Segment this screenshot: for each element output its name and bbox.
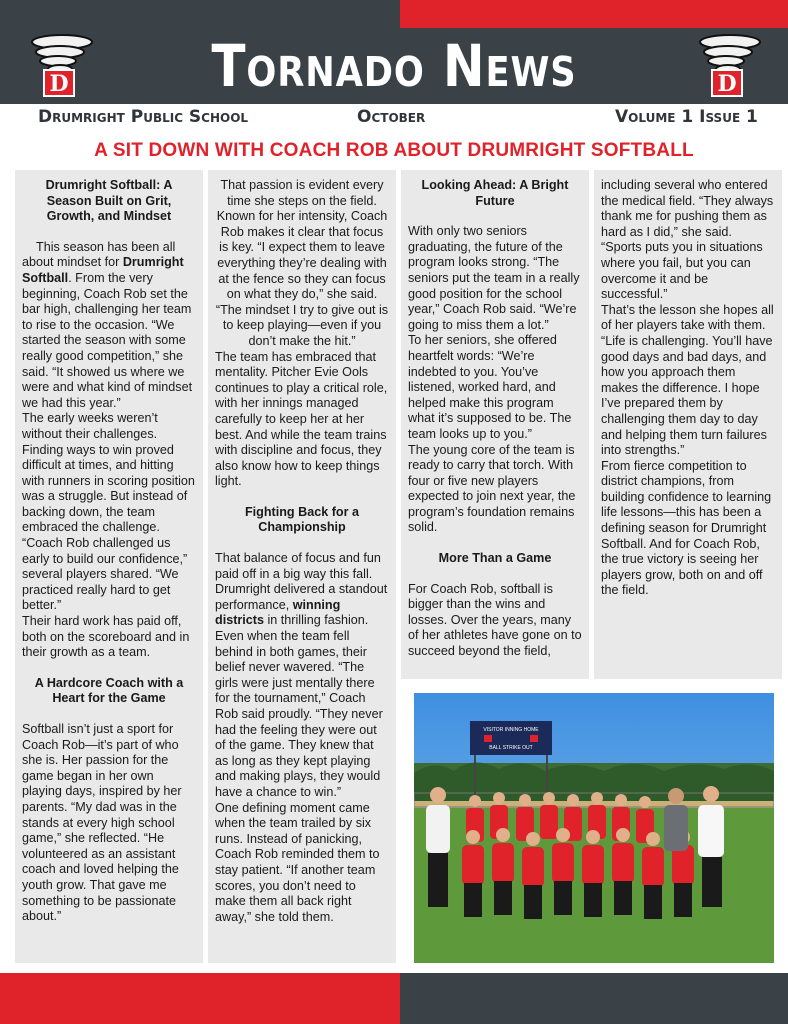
paragraph: The team has embraced that mentality. Pitcher Evie Ools continues to play a critical role, with her innings managed carefully to keep her at her best. And while the team trains with discipline and focus, they also know how to keep things light. [215,349,388,489]
text-run: . From the very beginning, Coach Rob set the bar high, challenging her team to rise to the occasion. “We started the season with some really good competition,” she said. “It showed us where we were and what kind of mindset we had this year.” [22,270,193,410]
paragraph: From fierce competition to district champions, from building confidence to learning life lessons—this has been a defining season for Drumright Softball. And for Coach Rob, the true victory is seeing her players grow, both on and off the field. [601,458,772,598]
article-column-2 [208,170,396,963]
school-name: Drumright Public School [38,107,249,127]
text-run: This season has been all about mindset for [22,239,176,270]
paragraph: Softball isn’t just a sport for Coach Rob—it’s part of who she is. Her passion for the game began in her own playing days, inspired by her parents. “My dad was in the stands at every high school game,” she reflected. “He volunteered as an assistant coach and loved helping the youth grow. That gave me something to be passionate about.” [22,722,182,924]
bottom-bar-dark [400,973,788,1024]
paragraph: With only two seniors graduating, the future of the program looks strong. “The seniors put the team in a really good position for the school year,” Coach Rob said. “We’re going to miss them a lot.” [408,224,580,332]
paragraph: The early weeks weren’t without their challenges. Finding ways to win proved difficult at times, and hitting with runners in scoring position was a struggle. But instead of backing down, the team embraced the challenge. “Coach Rob challenged us early to build our confidence,” several players shared. “We practiced really hard to get better.” [22,411,195,613]
paragraph: One defining moment came when the team trailed by six runs. Instead of panicking, Coach Rob reminded them to stay patient. “If another team scores, you don’t need to make them all back right away,” she told them. [215,800,380,924]
article-column-1 [15,170,203,963]
article-headline: A SIT DOWN WITH COACH ROB ABOUT DRUMRIGHT SOFTBALL [94,140,694,161]
text-run: That balance of focus and fun paid off in a big way this fall. Drumright delivered a standout performance, [215,551,388,612]
top-bar-red [400,0,788,28]
paragraph: For Coach Rob, softball is bigger than the wins and losses. Over the years, many of her athletes have gone on to succeed beyond the field, [408,581,582,659]
text-run: in thrilling fashion. Even when the team fell behind in both games, their belief never wavered. “The girls were just mentally there for the tournament,” Coach Rob said proudly. “They never had the feeling they were out of the game. They knew that as long as they kept playing and making plays, they would have a chance to win.” [215,613,383,799]
paragraph: That’s the lesson she hopes all of her players take with them. “Life is challenging. You’ll have good days and bad days, and how you approach them makes the difference. I hope I’ve prepared them by challenging them day to day and helping them turn failures into strengths.” [601,302,774,458]
scoreboard-label-top: VISITOR INNING HOME [483,727,539,733]
paragraph: including several who entered the medical field. “They always thank me for pushing them as hard as I did,” she said. “Sports puts you in situations where you fail, but you can overcome it and be successful.” [601,178,774,302]
scoreboard-label-bottom: BALL STRIKE OUT [489,745,533,751]
bold-text: winning districts [215,597,341,628]
newsletter-title: Tornado News [211,32,577,100]
paragraph: To her seniors, she offered heartfelt words: “We’re indebted to you. You’ve listened, worked hard, and helped make this program what it’s supposed to be. The team looks up to you.” [408,333,572,441]
paragraph [215,551,389,801]
bold-text: Drumright Softball [22,255,184,285]
tornado-logo-icon [690,30,770,100]
issue-info-line [0,104,788,130]
paragraph: Their hard work has paid off, both on the scoreboard and in their growth as a team. [22,614,190,660]
article-column-3 [401,170,589,679]
section-heading: Fighting Back for a Championship [244,504,360,535]
paragraph [22,240,196,412]
section-heading: Drumright Softball: A Season Built on Grit, Growth, and Mindset [45,178,173,224]
section-heading: A Hardcore Coach with a Heart for the Game [34,675,184,706]
paragraph: The young core of the team is ready to carry that torch. With four or five new players expected to join next year, the program’s foundation remains solid. [408,442,576,535]
issue-volume: Volume 1 Issue 1 [615,107,758,127]
section-heading: More Than a Game [438,551,552,566]
bottom-bar-red [0,973,400,1024]
masthead-banner [0,28,788,104]
logo-letter: D [49,71,69,97]
top-bar-dark [0,0,400,28]
section-heading: Looking Ahead: A Bright Future [421,178,569,208]
team-photo [414,693,774,963]
issue-month: October [357,107,426,127]
article-column-4 [594,170,782,679]
paragraph: That passion is evident every time she steps on the field. Known for her intensity, Coach Rob makes it clear that focus is key. “I expect them to leave everything they’re dealing with at the fence so they can focus on what they do,” she said. “The mindset I try to give out is to keep playing—even if you don’t make the hit.” [215,178,389,348]
logo-letter: D [717,71,737,97]
